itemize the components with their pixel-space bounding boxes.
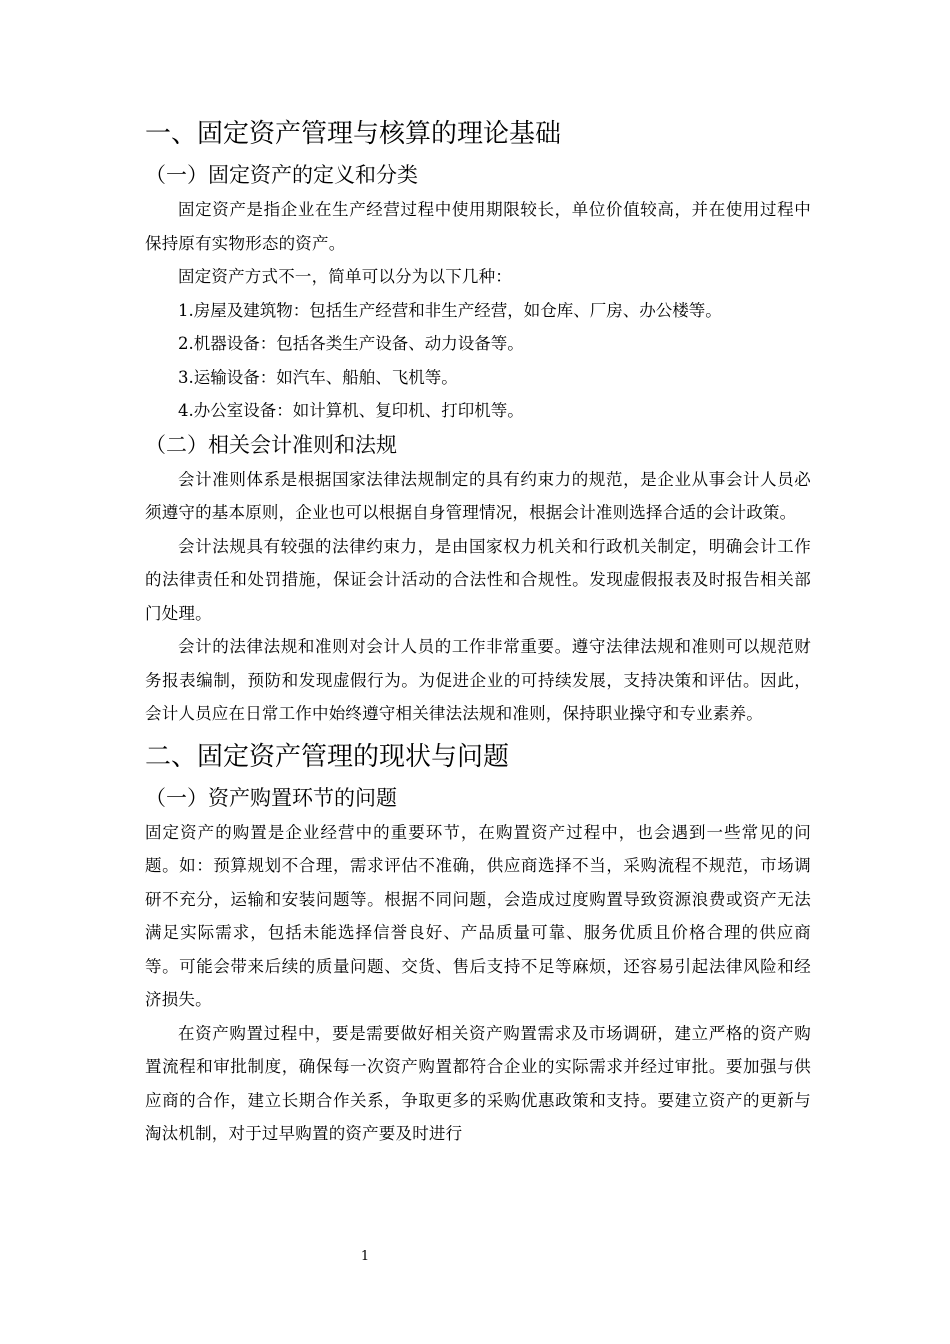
subsection-heading-2-1: （一）资产购置环节的问题	[145, 785, 397, 810]
paragraph: 固定资产方式不一，简单可以分为以下几种：	[178, 267, 512, 286]
section-heading-2: 二、固定资产管理的现状与问题	[145, 741, 510, 772]
paragraph: 在资产购置过程中，要是需要做好相关资产购置需求及市场调研，建立严格的资产购置流程和审批制度，确保每一次资产购置都符合企业的实际需求并经过审批。要加强与供应商的合作，建立长期合作关系，争取更多的采购优惠政策和支持。要建立资产的更新与淘汰机制，对于过早购置的资产要及时进行	[145, 1023, 811, 1143]
paragraph: 固定资产的购置是企业经营中的重要环节，在购置资产过程中，也会遇到一些常见的问题。如：预算规划不合理，需求评估不准确，供应商选择不当，采购流程不规范，市场调研不充分，运输和安装问题等。根据不同问题，会造成过度购置导致资源浪费或资产无法满足实际需求，包括未能选择信誉良好、产品质量可靠、服务优质且价格合理的供应商等。可能会带来后续的质量问题、交货、售后支持不足等麻烦，还容易引起法律风险和经济损失。	[145, 822, 811, 1009]
paragraph: 会计的法律法规和准则对会计人员的工作非常重要。遵守法律法规和准则可以规范财务报表编制，预防和发现虚假行为。为促进企业的可持续发展，支持决策和评估。因此，会计人员应在日常工作中始终遵守相关律法法规和准则，保持职业操守和专业素养。	[145, 637, 811, 723]
section-heading-1: 一、固定资产管理与核算的理论基础	[145, 119, 562, 149]
list-item: 4.办公室设备：如计算机、复印机、打印机等。	[178, 401, 524, 420]
list-item: 2.机器设备：包括各类生产设备、动力设备等。	[178, 334, 524, 353]
page-number: 1	[360, 1249, 370, 1264]
subsection-heading-1-2: （二）相关会计准则和法规	[145, 432, 397, 457]
subsection-heading-1-1: （一）固定资产的定义和分类	[145, 163, 418, 187]
document-page	[145, 112, 811, 1151]
list-item: 3.运输设备：如汽车、船舶、飞机等。	[178, 367, 458, 387]
list-item: 1.房屋及建筑物：包括生产经营和非生产经营，如仓库、厂房、办公楼等。	[178, 300, 722, 320]
paragraph: 会计法规具有较强的法律约束力，是由国家权力机关和行政机关制定，明确会计工作的法律责任和处罚措施，保证会计活动的合法性和合规性。发现虚假报表及时报告相关部门处理。	[145, 536, 811, 623]
paragraph: 会计准则体系是根据国家法律法规制定的具有约束力的规范，是企业从事会计人员必须遵守的基本原则，企业也可以根据自身管理情况，根据会计准则选择合适的会计政策。	[145, 469, 811, 522]
paragraph: 固定资产是指企业在生产经营过程中使用期限较长，单位价值较高，并在使用过程中保持原有实物形态的资产。	[145, 200, 811, 253]
